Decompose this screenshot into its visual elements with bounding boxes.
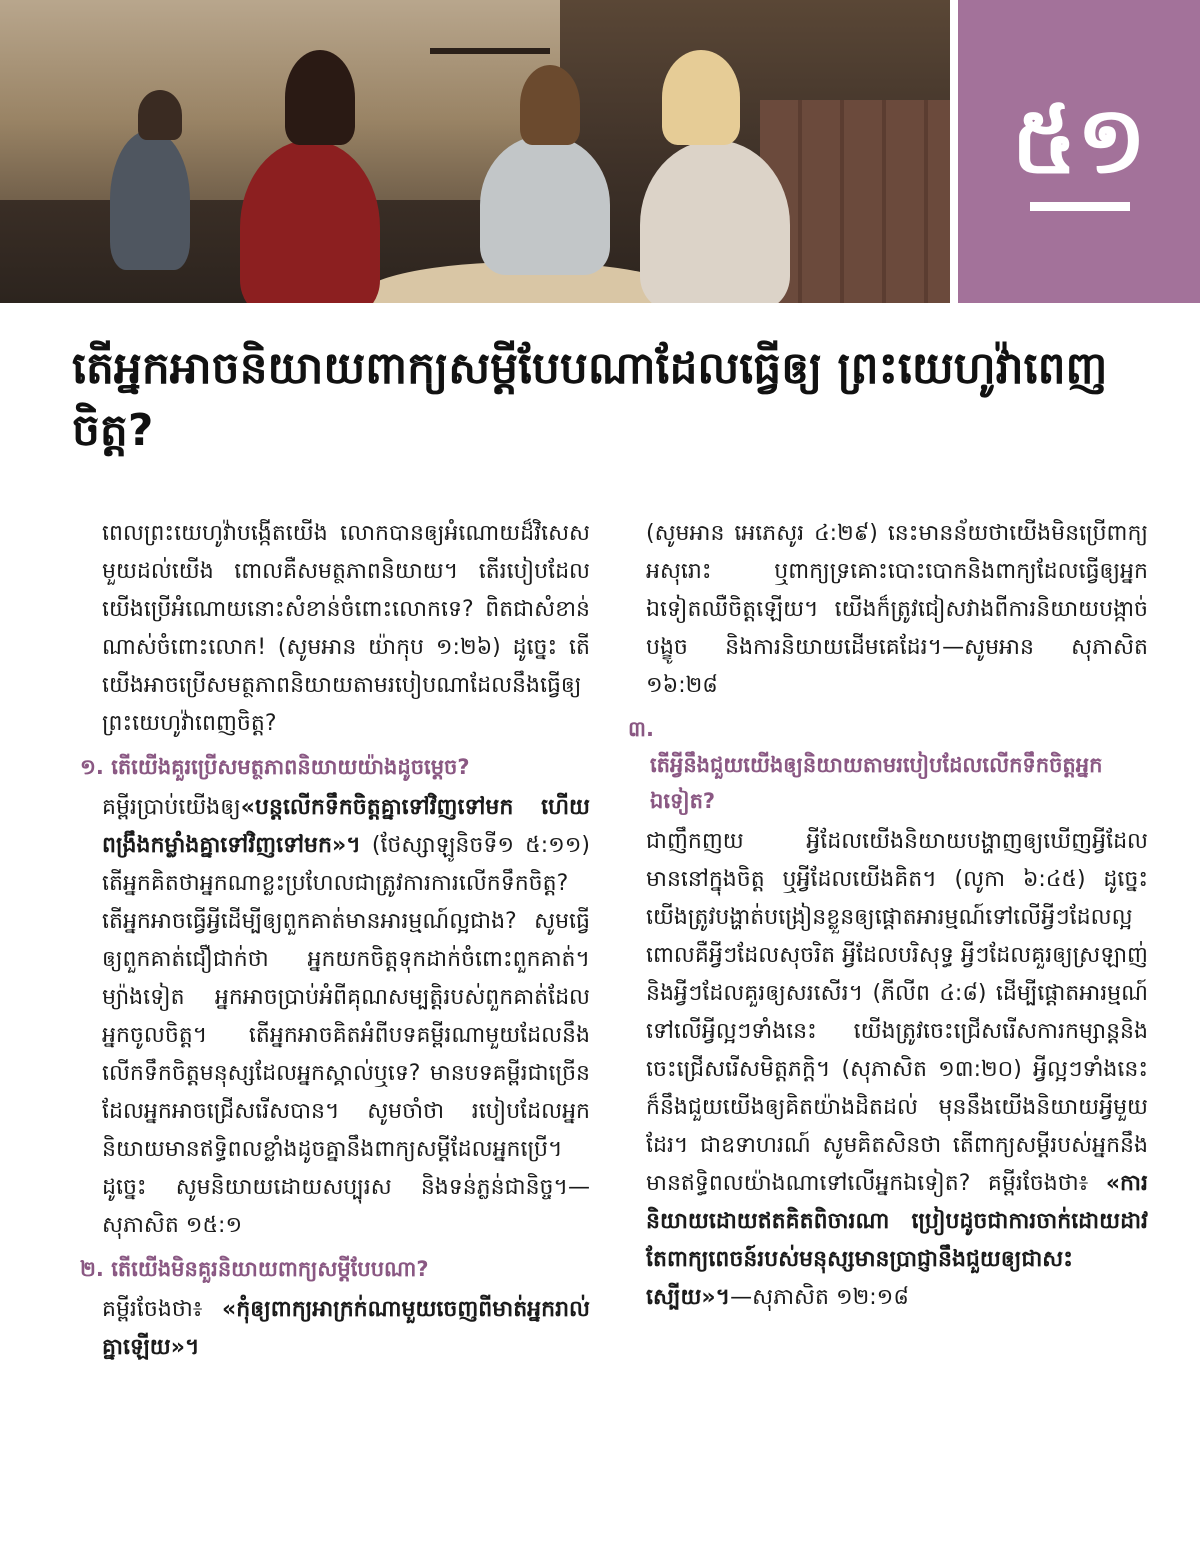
section-3-rest: —សុភាសិត ១២:១៨ [730, 1285, 909, 1310]
badge-underline [1030, 202, 1130, 211]
section-1-number: ១. [80, 755, 104, 779]
woman-middle [480, 135, 610, 275]
lesson-number: ៥១ [1011, 87, 1147, 194]
section-1-quote: «បន្តលើកទឹកចិត្តគ្នាទៅវិញទៅមក ហើយពង្រឹងកម្លាំងគ្នាទៅវិញទៅមក»។ [102, 795, 590, 858]
intro-paragraph: ពេលព្រះយេហូវ៉ាបង្កើតយើង លោកបានឲ្យអំណោយដ៏វិសេសមួយដល់យើង ពោលគឺសមត្ថភាពនិយាយ។ តើរបៀបដែលយើងប្រើអំណោយនោះសំខាន់ចំពោះលោកទេ? ពិតជាសំខាន់ណាស់ចំពោះលោក! (សូមអាន យ៉ាកុប ១:២៦) ដូច្នេះ តើយើងអាចប្រើសមត្ថភាពនិយាយតាមរបៀបណាដែលនឹងធ្វើឲ្យព្រះយេហូវ៉ាពេញចិត្ត? [102, 521, 590, 736]
left-column [80, 515, 590, 1367]
woman-blonde [640, 140, 790, 303]
right-column [628, 515, 1148, 1317]
woman-red-sweater [240, 140, 380, 303]
section-2-continuation: (សូមអាន អេភេសូរ ៤:២៩) នេះមានន័យថាយើងមិនប្រើពាក្យអសុរោះ ឬពាក្យទ្រគោះបោះបោកនិងពាក្យដែលធ្វើឲ្យអ្នកឯទៀតឈឺចិត្តឡើយ។ យើងក៏ត្រូវជៀសវាងពីការនិយាយបង្កាច់បង្ខូច និងការនិយាយដើមគេដែរ។—សូមអាន សុភាសិត ១៦:២៨ [646, 521, 1148, 698]
section-2-number: ២. [80, 1257, 104, 1281]
section-2-question [80, 1251, 590, 1287]
section-3-quote: «ការនិយាយដោយឥតគិតពិចារណា ប្រៀបដូចជាការចាក់ដោយដាវ តែពាក្យពេចន៍របស់មនុស្សមានប្រាជ្ញានឹងជួយឲ្យជាសះស្បើយ»។ [646, 1171, 1148, 1310]
woman-red-sweater-head [285, 50, 355, 145]
section-3-question-text: តើអ្វីនឹងជួយយើងឲ្យនិយាយតាមរបៀបដែលលើកទឹកចិត្តអ្នកឯទៀត? [650, 753, 1103, 813]
background-person [110, 130, 190, 270]
section-3-number: ៣. [628, 717, 654, 741]
section-2-lead: គម្ពីរចែងថា៖ [102, 1297, 223, 1322]
section-2-paragraph [80, 1291, 590, 1367]
cafe-photo [0, 0, 950, 303]
section-3-paragraph [628, 823, 1148, 1317]
section-2-quote: «កុំឲ្យពាក្យអាក្រក់ណាមួយចេញពីមាត់អ្នករាល់គ្នាឡើយ»។ [102, 1297, 590, 1360]
section-3-lead: ជាញឹកញយ អ្វីដែលយើងនិយាយបង្ហាញឲ្យឃើញអ្វីដែលមាននៅក្នុងចិត្ត ឬអ្វីដែលយើងគិត។ (លូកា ៦:៤៥) ដូច្នេះ យើងត្រូវបង្ហាត់បង្រៀនខ្លួនឲ្យផ្ដោតអារម្មណ៍ទៅលើអ្វីៗដែលល្អ ពោលគឺអ្វីៗដែលសុចរិត អ្វីដែលបរិសុទ្ធ អ្វីៗដែលគួរឲ្យស្រឡាញ់ និងអ្វីៗដែលគួរឲ្យសរសើរ។ (ភីលីព ៤:៨) ដើម្បីផ្ដោតអារម្មណ៍ទៅលើអ្វីល្អៗទាំងនេះ យើងត្រូវចេះជ្រើសរើសការកម្សាន្តនិងចេះជ្រើសរើសមិត្តភក្ដិ។ (សុភាសិត ១៣:២០) អ្វីល្អៗទាំងនេះក៏នឹងជួយយើងឲ្យគិតយ៉ាងដិតដល់ មុននឹងយើងនិយាយអ្វីមួយដែរ។ ជាឧទាហរណ៍ សូមគិតសិនថា តើពាក្យសម្ដីរបស់អ្នកនឹងមានឥទ្ធិពលយ៉ាងណាទៅលើអ្នកឯទៀត? គម្ពីរចែងថា៖ [646, 829, 1148, 1196]
section-1-rest: (ថែស្សាឡូនិចទី១ ៥:១១) តើអ្នកគិតថាអ្នកណាខ្លះប្រហែលជាត្រូវការការលើកទឹកចិត្ត? តើអ្នកអាចធ្វើអ្វីដើម្បីឲ្យពួកគាត់មានអារម្មណ៍ល្អជាង? សូមធ្វើឲ្យពួកគាត់ជឿជាក់ថា អ្នកយកចិត្តទុកដាក់ចំពោះពួកគាត់។ម្យ៉ាងទៀត អ្នកអាចប្រាប់អំពីគុណសម្បត្តិរបស់ពួកគាត់ដែលអ្នកចូលចិត្ត។ តើអ្នកអាចគិតអំពីបទគម្ពីរណាមួយដែលនឹងលើកទឹកចិត្តមនុស្សដែលអ្នកស្គាល់ឬទេ? មានបទគម្ពីរជាច្រើនដែលអ្នកអាចជ្រើសរើសបាន។ សូមចាំថា របៀបដែលអ្នកនិយាយមានឥទ្ធិពលខ្លាំងដូចគ្នានឹងពាក្យសម្ដីដែលអ្នកប្រើ។ ដូច្នេះ សូមនិយាយដោយសប្បុរស និងទន់ភ្លន់ជានិច្ច។—សុភាសិត ១៥:១ [102, 833, 590, 1238]
section-1-question [80, 749, 590, 785]
lesson-badge [958, 0, 1200, 303]
woman-middle-head [520, 65, 580, 145]
page-title: តើអ្នកអាចនិយាយពាក្យសម្ដីបែបណាដែលធ្វើឲ្យ ព្រះយេហូវ៉ាពេញចិត្ត? [72, 343, 1108, 456]
woman-blonde-head [662, 50, 740, 145]
section-1-lead: គម្ពីរប្រាប់យើងឲ្យ [102, 795, 241, 820]
section-1-question-text: តើយើងគួរប្រើសមត្ថភាពនិយាយយ៉ាងដូចម្ដេច? [111, 755, 470, 779]
section-2-question-text: តើយើងមិនគួរនិយាយពាក្យសម្ដីបែបណា? [111, 1257, 429, 1281]
shelf [430, 48, 550, 54]
section-1-paragraph [80, 789, 590, 1245]
background-person-head [138, 90, 182, 140]
section-3-question [628, 711, 1148, 819]
